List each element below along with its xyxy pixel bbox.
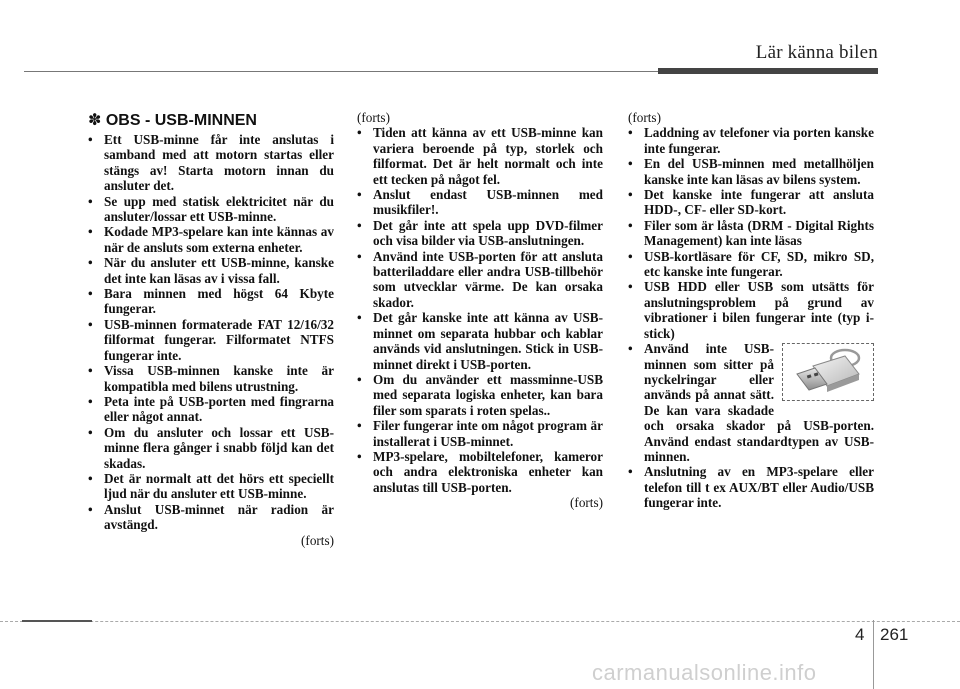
list-item: • Filer fungerar inte om något program är installerat i USB-minnet. [357,418,603,449]
chapter-number: 4 [855,625,865,644]
list-item: • Ett USB-minne får inte anslutas i samband med att motorn startas eller stängs av! Starta motorn innan du ansluter det. [88,132,334,194]
list-item: • Tiden att känna av ett USB-minne kan variera beroende på typ, storlek och filformat. Det är helt normalt och inte ett tecken på något fel. [357,125,603,187]
footer-rule [0,621,960,622]
watermark: carmanualsonline.info [592,660,817,685]
page-header-title: Lär känna bilen [755,42,878,63]
list-item: • Det kanske inte fungerar att ansluta HDD-, CF- eller SD-kort. [628,187,874,218]
list-item: • Det är normalt att det hörs ett speciellt ljud när du ansluter ett USB-minne. [88,471,334,502]
page-number: 261 [880,625,909,644]
list-item: • USB HDD eller USB som utsätts för anslutningsproblem på grund av vibrationer i bilen fungerar inte (typ i-stick) [628,279,874,341]
usb-stick-icon [783,344,873,400]
list-item: • När du ansluter ett USB-minne, kanske det inte kan läsas av i vissa fall. [88,255,334,286]
asterisk-icon: ✽ [88,110,102,129]
column-1 [88,110,334,548]
list-item: • Om du ansluter och lossar ett USB-minne flera gånger i snabb följd kan det skadas. [88,425,334,471]
list-item: • Anslut USB-minnet när radion är avstängd. [88,502,334,533]
section-title [88,110,334,130]
list-item: • Det går inte att spela upp DVD-filmer och visa bilder via USB-anslutningen. [357,218,603,249]
list-item: • Se upp med statisk elektricitet när du ansluter/lossar ett USB-minne. [88,194,334,225]
bullet-list [88,132,334,533]
column-3 [628,110,874,511]
continued-label: (forts) [628,110,661,125]
bullet-list [357,125,603,495]
list-item-text: Använd inte USB-minnen som sitter på nyckelringar eller används på annat sätt. De kan vara skadade och orsaka skador på USB-porten. Använd endast standardtypen av USB- minnen. [644,341,874,464]
footer-accent-bar [22,620,92,622]
continued-label: (forts) [570,495,603,511]
page-number-divider [873,620,874,689]
list-item-with-image [628,341,874,464]
list-item: • Filer som är låsta (DRM - Digital Rights Management) kan inte läsas [628,218,874,249]
header-accent-bar [658,68,878,74]
list-item: • Det går kanske inte att känna av USB-minnet om separata hubbar och kablar används vid anslutningen. Stick in USB-minnet direkt i USB-porten. [357,310,603,372]
list-item: • Använd inte USB-porten för att ansluta batteriladdare eller andra USB-tillbehör som utvecklar värme. De kan orsaka skador. [357,249,603,311]
list-item: • Vissa USB-minnen kanske inte är kompatibla med bilens utrustning. [88,363,334,394]
list-item: • Bara minnen med högst 64 Kbyte fungerar. [88,286,334,317]
column-2 [357,110,603,511]
bullet-list [628,125,874,510]
list-item: • Peta inte på USB-porten med fingrarna eller något annat. [88,394,334,425]
header-rule [24,71,662,72]
continued-label: (forts) [357,110,390,125]
list-item: • En del USB-minnen med metallhöljen kanske inte kan läsas av bilens system. [628,156,874,187]
list-item: • Kodade MP3-spelare kan inte kännas av när de ansluts som externa enheter. [88,224,334,255]
usb-keychain-image [782,343,874,401]
list-item: • Laddning av telefoner via porten kanske inte fungerar. [628,125,874,156]
list-item: • Om du använder ett massminne-USB med separata logiska enheter, kan bara filer som sparats i roten spelas.. [357,372,603,418]
list-item: • Anslut endast USB-minnen med musikfiler!. [357,187,603,218]
list-item: • USB-minnen formaterade FAT 12/16/32 filformat fungerar. Filformatet NTFS fungerar inte. [88,317,334,363]
list-item: • MP3-spelare, mobiltelefoner, kameror och andra elektroniska enheter kan anslutas till USB-porten. [357,449,603,495]
list-item: • USB-kortläsare för CF, SD, mikro SD, etc kanske inte fungerar. [628,249,874,280]
list-item: • Anslutning av en MP3-spelare eller telefon till t ex AUX/BT eller Audio/USB fungerar inte. [628,464,874,510]
section-title-text: OBS - USB-MINNEN [105,112,257,129]
continued-label: (forts) [301,532,334,548]
